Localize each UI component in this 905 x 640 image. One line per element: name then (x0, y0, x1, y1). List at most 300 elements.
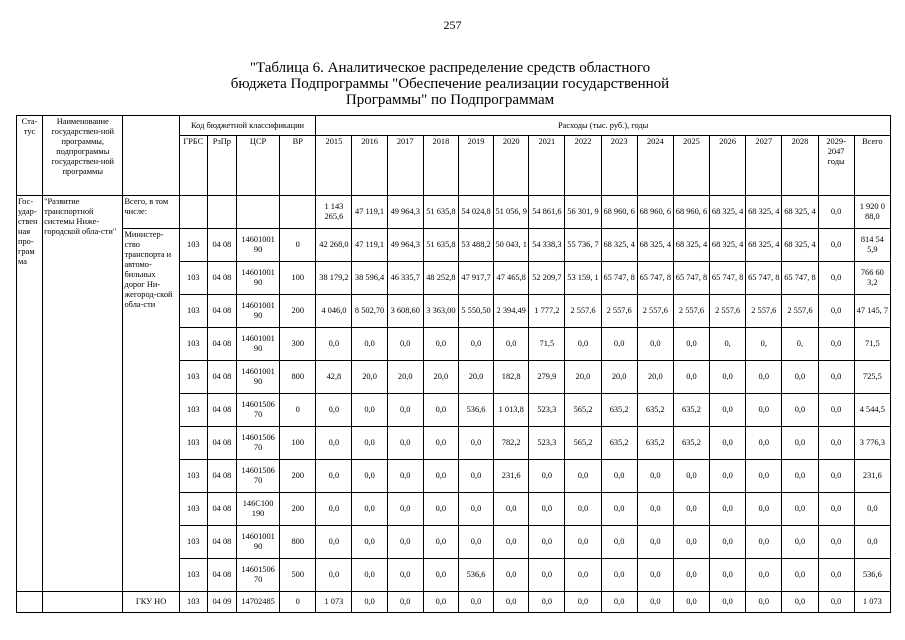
grbs-cell: 103 (179, 526, 207, 559)
value-cell: 38 596,4 (352, 262, 387, 295)
value-cell: 47 119,1 (352, 229, 387, 262)
csr-cell: 14702485 (236, 592, 279, 613)
value-cell: 523,3 (529, 427, 565, 460)
header-year: 2028 (782, 136, 818, 196)
csr-cell: 14601506 70 (236, 460, 279, 493)
value-cell: 0,0 (818, 394, 854, 427)
value-cell: 0,0 (746, 526, 782, 559)
value-cell: 0,0 (782, 394, 818, 427)
value-cell: 1 073 (316, 592, 352, 613)
page-number: 257 (443, 18, 462, 32)
rzpr-cell: 04 08 (207, 361, 236, 394)
value-cell: 0,0 (352, 592, 387, 613)
grbs-cell: 103 (179, 328, 207, 361)
value-cell: 0,0 (710, 592, 746, 613)
value-cell: 0,0 (637, 526, 673, 559)
value-cell: 0,0 (746, 592, 782, 613)
value-cell: 65 747, 8 (673, 262, 709, 295)
value-cell: 68 960, 6 (637, 196, 673, 229)
value-cell: 38 179,2 (316, 262, 352, 295)
value-cell: 0,0 (458, 328, 493, 361)
value-cell: 635,2 (601, 394, 637, 427)
header-year: 2020 (494, 136, 529, 196)
vr-cell: 800 (280, 526, 316, 559)
value-cell: 0,0 (387, 592, 423, 613)
value-cell: 0,0 (423, 526, 458, 559)
value-cell: 0,0 (818, 526, 854, 559)
value-cell: 0,0 (710, 460, 746, 493)
value-cell: 0,0 (637, 592, 673, 613)
value-cell: 47 465,8 (494, 262, 529, 295)
header-kbk: Код бюджетной классификации (179, 116, 316, 136)
vr-cell: 0 (280, 592, 316, 613)
value-cell: 782,2 (494, 427, 529, 460)
value-cell: 20,0 (458, 361, 493, 394)
value-cell: 0,0 (352, 394, 387, 427)
grbs-cell: 103 (179, 229, 207, 262)
rzpr-cell: 04 08 (207, 328, 236, 361)
header-year: 2015 (316, 136, 352, 196)
value-cell: 0,0 (494, 328, 529, 361)
value-cell: 725,5 (854, 361, 890, 394)
value-cell: 0,0 (458, 493, 493, 526)
value-cell: 4 046,0 (316, 295, 352, 328)
header-rzpr: РзПр (207, 136, 236, 196)
value-cell: 52 209,7 (529, 262, 565, 295)
value-cell: 4 544,5 (854, 394, 890, 427)
value-cell: 68 960, 6 (673, 196, 709, 229)
header-year: 2026 (710, 136, 746, 196)
value-cell: 0,0 (352, 427, 387, 460)
vr-cell: 500 (280, 559, 316, 592)
value-cell: 0,0 (458, 592, 493, 613)
value-cell: 1 777,2 (529, 295, 565, 328)
value-cell: 0,0 (458, 460, 493, 493)
table-title (150, 60, 750, 108)
value-cell: 0, (710, 328, 746, 361)
value-cell: 0,0 (423, 493, 458, 526)
grbs-cell: 103 (179, 592, 207, 613)
value-cell: 0,0 (387, 328, 423, 361)
header-year: 2025 (673, 136, 709, 196)
rzpr-cell: 04 08 (207, 460, 236, 493)
value-cell: 49 964,3 (387, 229, 423, 262)
value-cell: 0,0 (387, 526, 423, 559)
value-cell: 65 747, 8 (601, 262, 637, 295)
value-cell: 68 960, 6 (601, 196, 637, 229)
value-cell: 0,0 (601, 526, 637, 559)
value-cell: 0,0 (818, 328, 854, 361)
vr-cell (280, 196, 316, 229)
ministry-cell: Министер-ство транспорта и автомо-бильных дорог Ни-жегород-ской обла-сти (123, 229, 179, 592)
status-cell: Гос-удар-ствен ная про-грам ма (17, 196, 43, 592)
value-cell: 0,0 (601, 493, 637, 526)
value-cell: 565,2 (565, 427, 601, 460)
value-cell: 182,8 (494, 361, 529, 394)
value-cell: 51 635,8 (423, 229, 458, 262)
value-cell: 1 143 265,6 (316, 196, 352, 229)
table-row (17, 229, 891, 262)
csr-cell: 14601506 70 (236, 427, 279, 460)
vr-cell: 0 (280, 229, 316, 262)
value-cell: 0,0 (423, 460, 458, 493)
vr-cell: 200 (280, 493, 316, 526)
value-cell: 20,0 (565, 361, 601, 394)
grbs-cell: 103 (179, 493, 207, 526)
grbs-cell (179, 196, 207, 229)
csr-cell: 14601506 70 (236, 559, 279, 592)
value-cell: 0,0 (818, 262, 854, 295)
value-cell: 0,0 (423, 328, 458, 361)
header-year: 2016 (352, 136, 387, 196)
vr-cell: 200 (280, 460, 316, 493)
value-cell: 0,0 (673, 328, 709, 361)
value-cell: 0,0 (673, 361, 709, 394)
rzpr-cell: 04 08 (207, 295, 236, 328)
value-cell: 0,0 (673, 559, 709, 592)
value-cell: 0,0 (316, 427, 352, 460)
budget-table (16, 115, 891, 613)
value-cell: 0,0 (746, 493, 782, 526)
value-cell: 3 776,3 (854, 427, 890, 460)
value-cell: 0,0 (601, 328, 637, 361)
csr-cell (236, 196, 279, 229)
value-cell: 0,0 (637, 559, 673, 592)
title-line-3: Программы" по Подпрограммам (345, 92, 555, 108)
value-cell: 0,0 (565, 526, 601, 559)
vr-cell: 300 (280, 328, 316, 361)
header-name: Наименование государствен-ной программы, подпрограммы государствен-ной программы (43, 116, 123, 196)
value-cell: 68 325, 4 (637, 229, 673, 262)
value-cell: 42,8 (316, 361, 352, 394)
value-cell: 71,5 (529, 328, 565, 361)
value-cell: 565,2 (565, 394, 601, 427)
value-cell: 68 325, 4 (782, 229, 818, 262)
rzpr-cell: 04 08 (207, 493, 236, 526)
grbs-cell: 103 (179, 427, 207, 460)
header-year: 2029-2047 годы (818, 136, 854, 196)
value-cell: 0,0 (782, 460, 818, 493)
value-cell: 68 325, 4 (710, 229, 746, 262)
value-cell: 0,0 (782, 559, 818, 592)
value-cell: 56 301, 9 (565, 196, 601, 229)
header-year: 2017 (387, 136, 423, 196)
value-cell: 0,0 (316, 493, 352, 526)
value-cell: 3 608,60 (387, 295, 423, 328)
value-cell: 54 024,8 (458, 196, 493, 229)
value-cell: 0,0 (710, 559, 746, 592)
value-cell: 0,0 (316, 526, 352, 559)
value-cell: 0,0 (458, 427, 493, 460)
grbs-cell: 103 (179, 361, 207, 394)
value-cell: 0,0 (710, 427, 746, 460)
value-cell: 0,0 (637, 460, 673, 493)
value-cell: 0,0 (423, 394, 458, 427)
value-cell: 0,0 (494, 592, 529, 613)
value-cell: 0,0 (673, 592, 709, 613)
vr-cell: 100 (280, 262, 316, 295)
value-cell: 68 325, 4 (710, 196, 746, 229)
value-cell: 20,0 (423, 361, 458, 394)
value-cell: 5 550,50 (458, 295, 493, 328)
grbs-cell: 103 (179, 559, 207, 592)
table-row (17, 592, 891, 613)
csr-cell: 146С100 190 (236, 493, 279, 526)
value-cell: 1 013,8 (494, 394, 529, 427)
value-cell: 54 861,6 (529, 196, 565, 229)
vr-cell: 100 (280, 427, 316, 460)
grbs-cell: 103 (179, 295, 207, 328)
value-cell: 766 60 3,2 (854, 262, 890, 295)
grbs-cell: 103 (179, 262, 207, 295)
value-cell: 0,0 (387, 460, 423, 493)
value-cell: 0,0 (710, 394, 746, 427)
value-cell: 55 736, 7 (565, 229, 601, 262)
rzpr-cell (207, 196, 236, 229)
value-cell: 0,0 (565, 493, 601, 526)
value-cell: 8 502,70 (352, 295, 387, 328)
value-cell: 0,0 (818, 295, 854, 328)
value-cell: 0,0 (818, 361, 854, 394)
value-cell: 2 557,6 (637, 295, 673, 328)
header-year: 2022 (565, 136, 601, 196)
value-cell: 0,0 (565, 559, 601, 592)
value-cell: 65 747, 8 (746, 262, 782, 295)
value-cell: 49 964,3 (387, 196, 423, 229)
rzpr-cell: 04 08 (207, 526, 236, 559)
header-grbs: ГРБС (179, 136, 207, 196)
value-cell: 47 119,1 (352, 196, 387, 229)
value-cell: 0,0 (316, 394, 352, 427)
value-cell: 0,0 (529, 493, 565, 526)
grbs-cell: 103 (179, 460, 207, 493)
value-cell: 0,0 (854, 526, 890, 559)
value-cell: 0,0 (565, 328, 601, 361)
value-cell: 0,0 (529, 460, 565, 493)
value-cell: 0,0 (387, 394, 423, 427)
csr-cell: 14601001 90 (236, 295, 279, 328)
value-cell: 2 394,49 (494, 295, 529, 328)
value-cell: 0,0 (387, 559, 423, 592)
value-cell: 0,0 (710, 493, 746, 526)
value-cell: 0,0 (601, 559, 637, 592)
value-cell: 0,0 (494, 493, 529, 526)
program-name-cell: "Развитие транспортной системы Ниже-городской обла-сти" (43, 196, 123, 592)
header-year: 2021 (529, 136, 565, 196)
value-cell: 46 335,7 (387, 262, 423, 295)
value-cell: 0,0 (673, 460, 709, 493)
gku-label-cell: ГКУ НО (123, 592, 179, 613)
value-cell: 231,6 (494, 460, 529, 493)
value-cell: 0,0 (818, 196, 854, 229)
value-cell: 0,0 (387, 493, 423, 526)
value-cell: 51 056, 9 (494, 196, 529, 229)
value-cell: 0,0 (746, 394, 782, 427)
value-cell: 0,0 (423, 559, 458, 592)
value-cell: 71,5 (854, 328, 890, 361)
table-row (17, 196, 891, 229)
value-cell: 0,0 (673, 526, 709, 559)
value-cell: 0,0 (601, 460, 637, 493)
value-cell: 2 557,6 (710, 295, 746, 328)
value-cell: 0,0 (423, 592, 458, 613)
value-cell: 523,3 (529, 394, 565, 427)
csr-cell: 14601001 90 (236, 361, 279, 394)
value-cell: 0,0 (637, 493, 673, 526)
value-cell: 1 073 (854, 592, 890, 613)
rzpr-cell: 04 08 (207, 229, 236, 262)
value-cell: 68 325, 4 (782, 196, 818, 229)
value-cell: 0, (782, 328, 818, 361)
value-cell: 68 325, 4 (673, 229, 709, 262)
value-cell: 0,0 (565, 460, 601, 493)
value-cell: 635,2 (637, 394, 673, 427)
header-year: Всего (854, 136, 890, 196)
value-cell: 0,0 (818, 592, 854, 613)
value-cell: 536,6 (854, 559, 890, 592)
value-cell: 635,2 (601, 427, 637, 460)
value-cell: 0,0 (352, 493, 387, 526)
value-cell: 635,2 (637, 427, 673, 460)
header-year: 2019 (458, 136, 493, 196)
value-cell: 2 557,6 (565, 295, 601, 328)
grbs-cell: 103 (179, 394, 207, 427)
value-cell: 0,0 (782, 361, 818, 394)
header-status: Ста-тус (17, 116, 43, 196)
value-cell: 0,0 (316, 328, 352, 361)
value-cell: 2 557,6 (746, 295, 782, 328)
value-cell: 0,0 (352, 559, 387, 592)
value-cell: 0,0 (746, 427, 782, 460)
value-cell: 65 747, 8 (637, 262, 673, 295)
csr-cell: 14601001 90 (236, 328, 279, 361)
value-cell: 0,0 (854, 493, 890, 526)
value-cell: 0,0 (818, 427, 854, 460)
csr-cell: 14601001 90 (236, 526, 279, 559)
value-cell: 0,0 (637, 328, 673, 361)
value-cell: 50 043, 1 (494, 229, 529, 262)
value-cell: 68 325, 4 (601, 229, 637, 262)
value-cell: 20,0 (387, 361, 423, 394)
header-year: 2023 (601, 136, 637, 196)
value-cell: 54 338,3 (529, 229, 565, 262)
title-line-1: "Таблица 6. Аналитическое распределение средств областного (249, 60, 651, 76)
value-cell: 0,0 (710, 526, 746, 559)
value-cell: 53 488,2 (458, 229, 493, 262)
value-cell: 0,0 (746, 559, 782, 592)
value-cell: 0,0 (782, 493, 818, 526)
value-cell: 0,0 (818, 460, 854, 493)
value-cell: 0,0 (352, 526, 387, 559)
value-cell: 0,0 (352, 460, 387, 493)
value-cell: 2 557,6 (673, 295, 709, 328)
value-cell: 231,6 (854, 460, 890, 493)
value-cell: 0,0 (529, 592, 565, 613)
value-cell: 47 145, 7 (854, 295, 890, 328)
header-expenses: Расходы (тыс. руб.), годы (316, 116, 891, 136)
header-vr: ВР (280, 136, 316, 196)
rzpr-cell: 04 08 (207, 427, 236, 460)
value-cell: 20,0 (352, 361, 387, 394)
value-cell: 68 325, 4 (746, 229, 782, 262)
value-cell: 0,0 (746, 460, 782, 493)
value-cell: 53 159, 1 (565, 262, 601, 295)
value-cell: 0,0 (387, 427, 423, 460)
rzpr-cell: 04 09 (207, 592, 236, 613)
value-cell: 2 557,6 (782, 295, 818, 328)
value-cell: 0,0 (529, 526, 565, 559)
value-cell: 47 917,7 (458, 262, 493, 295)
value-cell: 68 325, 4 (746, 196, 782, 229)
empty-cell (43, 592, 123, 613)
value-cell: 0,0 (494, 526, 529, 559)
value-cell: 0,0 (818, 493, 854, 526)
header-year: 2027 (746, 136, 782, 196)
csr-cell: 14601506 70 (236, 394, 279, 427)
value-cell: 0,0 (782, 526, 818, 559)
vr-cell: 0 (280, 394, 316, 427)
value-cell: 635,2 (673, 394, 709, 427)
csr-cell: 14601001 90 (236, 229, 279, 262)
empty-cell (17, 592, 43, 613)
value-cell: 42 268,0 (316, 229, 352, 262)
value-cell: 0,0 (710, 361, 746, 394)
vr-cell: 800 (280, 361, 316, 394)
value-cell: 65 747, 8 (710, 262, 746, 295)
value-cell: 20,0 (601, 361, 637, 394)
value-cell: 635,2 (673, 427, 709, 460)
value-cell: 0,0 (316, 559, 352, 592)
value-cell: 536,6 (458, 394, 493, 427)
value-cell: 0,0 (673, 493, 709, 526)
value-cell: 1 920 0 88,0 (854, 196, 890, 229)
value-cell: 48 252,8 (423, 262, 458, 295)
value-cell: 0,0 (316, 460, 352, 493)
value-cell: 2 557,6 (601, 295, 637, 328)
header-year: 2018 (423, 136, 458, 196)
csr-cell: 14601001 90 (236, 262, 279, 295)
value-cell: 20,0 (637, 361, 673, 394)
header-year: 2024 (637, 136, 673, 196)
value-cell: 279,9 (529, 361, 565, 394)
value-cell: 51 635,8 (423, 196, 458, 229)
value-cell: 0,0 (601, 592, 637, 613)
value-cell: 0,0 (458, 526, 493, 559)
value-cell: 3 363,00 (423, 295, 458, 328)
total-label-cell: Всего, в том числе: (123, 196, 179, 229)
value-cell: 0, (746, 328, 782, 361)
header-empty (123, 116, 179, 196)
header-csr: ЦСР (236, 136, 279, 196)
title-line-2: бюджета Подпрограммы "Обеспечение реализации государственной (230, 76, 670, 92)
rzpr-cell: 04 08 (207, 262, 236, 295)
value-cell: 0,0 (565, 592, 601, 613)
vr-cell: 200 (280, 295, 316, 328)
value-cell: 65 747, 8 (782, 262, 818, 295)
value-cell: 0,0 (352, 328, 387, 361)
value-cell: 0,0 (494, 559, 529, 592)
value-cell: 0,0 (746, 361, 782, 394)
value-cell: 814 54 5,9 (854, 229, 890, 262)
value-cell: 0,0 (818, 229, 854, 262)
value-cell: 0,0 (782, 592, 818, 613)
value-cell: 0,0 (782, 427, 818, 460)
value-cell: 536,6 (458, 559, 493, 592)
value-cell: 0,0 (423, 427, 458, 460)
rzpr-cell: 04 08 (207, 394, 236, 427)
rzpr-cell: 04 08 (207, 559, 236, 592)
value-cell: 0,0 (818, 559, 854, 592)
